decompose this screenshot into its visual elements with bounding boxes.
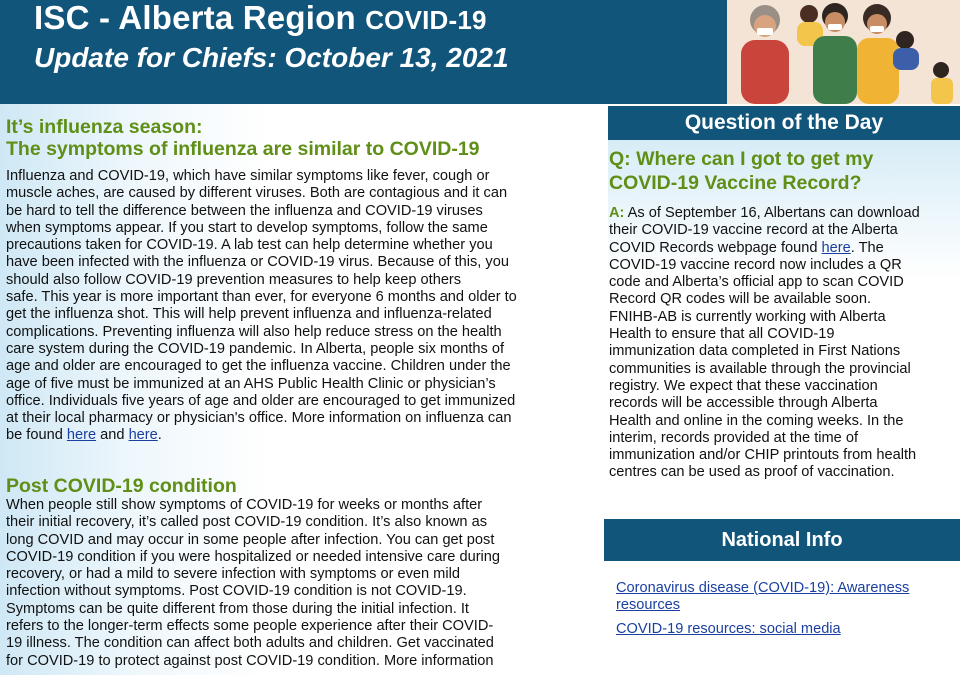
answer-line: immunization and/or CHIP printouts from health [609,447,917,464]
influenza-line: should also follow COVID-19 prevention measures to help keep others [6,271,462,288]
answer-line: communities is available through the provincial [609,360,911,377]
covid-records-link[interactable]: here [821,239,851,256]
answer-line: registry. We expect that these vaccination [609,377,878,394]
answer-line: immunization data completed in First Nations [609,343,901,360]
influenza-line: safe. This year is more important than ever, for everyone 6 months and older to [6,289,517,306]
influenza-line: be hard to tell the difference between the influenza and COVID-19 viruses [6,202,483,219]
awareness-resources-link[interactable] [616,580,956,615]
answer-first-line [609,205,954,222]
awareness-link-line-1: Coronavirus disease (COVID-19): Awareness [616,580,910,596]
social-media-link[interactable]: COVID-19 resources: social media [616,620,841,637]
answer-link-suffix: . The [850,239,884,256]
post-covid-line: When people still show symptoms of COVID-19 for weeks or months after [6,497,483,513]
influenza-and-text: and [96,427,129,444]
influenza-heading-1: It’s influenza season: [6,116,203,138]
influenza-line: care system during the COVID-19 pandemic. In Alberta, people six months of [6,340,505,357]
influenza-line: Influenza and COVID-19, which have similar symptoms like fever, cough or [6,168,490,184]
influenza-line: precautions taken for COVID-19. A lab test can help determine whether you [6,237,493,254]
post-covid-paragraph [6,497,571,670]
answer-line: interim, records provided at the time of [609,429,859,446]
page-subtitle: Update for Chiefs: October 13, 2021 [34,42,509,73]
post-covid-line: for COVID-19 to protect against post COVID-19 condition. More information [6,652,494,669]
influenza-line: muscle aches, are caused by different viruses. Both are contagious and it can [6,185,508,202]
title-suffix: COVID-19 [365,5,487,35]
influenza-heading-2: The symptoms of influenza are similar to COVID-19 [6,138,480,160]
answer-line: Record QR codes will be available soon. [609,291,872,308]
question-heading [609,147,873,195]
answer-line: centres can be used as proof of vaccination. [609,464,895,481]
influenza-line: when symptoms appear. If you start to develop symptoms, follow the same [6,219,488,236]
post-covid-line: Symptoms can be quite different from those during the initial infection. It [6,600,469,617]
post-covid-line: their initial recovery, it’s called post COVID-19 condition. It’s also known as [6,514,488,531]
answer-line: Health to ensure that all COVID-19 [609,326,835,343]
post-covid-line: recovery, or had a mild to severe infection with symptoms or even mild [6,566,460,583]
influenza-line: age and older are encouraged to get the influenza vaccine. Children under the [6,358,511,375]
question-line-2: COVID-19 Vaccine Record? [609,172,862,194]
post-covid-line: COVID-19 condition if you were hospitalized or needed intensive care during [6,548,501,565]
influenza-line: complications. Preventing influenza will also help reduce stress on the health [6,323,502,340]
influenza-end: . [157,427,162,444]
influenza-last-prefix: be found [6,427,67,444]
answer-first-text: As of September 16, Albertans can download [624,205,920,221]
national-links [616,580,956,644]
influenza-line: office. Individuals five years of age and older are encouraged to get immunized [6,392,516,409]
post-covid-line: infection without symptoms. Post COVID-19 condition is not COVID-19. [6,583,467,600]
answer-paragraph [609,205,954,482]
national-info-bar: National Info [604,519,960,561]
answer-link-line [609,240,954,257]
answer-line: COVID-19 vaccine record now includes a QR [609,256,902,273]
answer-line: Health and online in the coming weeks. In the [609,412,904,429]
influenza-line: age of five must be immunized at an AHS Public Health Clinic or physician’s [6,375,496,392]
influenza-line: get the influenza shot. This will help prevent influenza and influenza-related [6,306,492,323]
family-illustration [727,0,960,104]
header-banner [0,0,960,104]
title-main: ISC - Alberta Region [34,0,356,36]
influenza-line: at their local pharmacy or physician's office. More information on influenza can [6,410,512,427]
post-covid-line: 19 illness. The condition can affect both adults and children. Get vaccinated [6,635,494,652]
influenza-link-2[interactable]: here [128,427,158,444]
influenza-link-1[interactable]: here [66,427,97,444]
influenza-line: have been infected with the influenza or COVID-19 virus. Because of this, you [6,254,509,271]
awareness-link-line-2: resources [616,597,681,614]
influenza-last-line [6,427,571,444]
answer-line: code and Alberta’s official app to scan COVID [609,274,904,291]
question-of-day-bar: Question of the Day [608,106,960,140]
question-line-1: Q: Where can I got to get my [609,148,874,170]
family-illustration-graphic [727,0,960,104]
page-title [34,0,487,37]
answer-line: their COVID-19 vaccine record at the Alberta [609,222,898,239]
post-covid-heading: Post COVID-19 condition [6,475,237,497]
post-covid-line: long COVID and may occur in some people after infection. You can get post [6,531,495,548]
post-covid-line: refers to the longer-term effects some people experience after their COVID- [6,618,494,635]
answer-line: records will be accessible through Alberta [609,395,878,412]
answer-link-prefix: COVID Records webpage found [609,239,822,256]
answer-line: FNIHB-AB is currently working with Alberta [609,308,886,325]
answer-label: A: [609,205,625,221]
influenza-paragraph [6,168,571,445]
